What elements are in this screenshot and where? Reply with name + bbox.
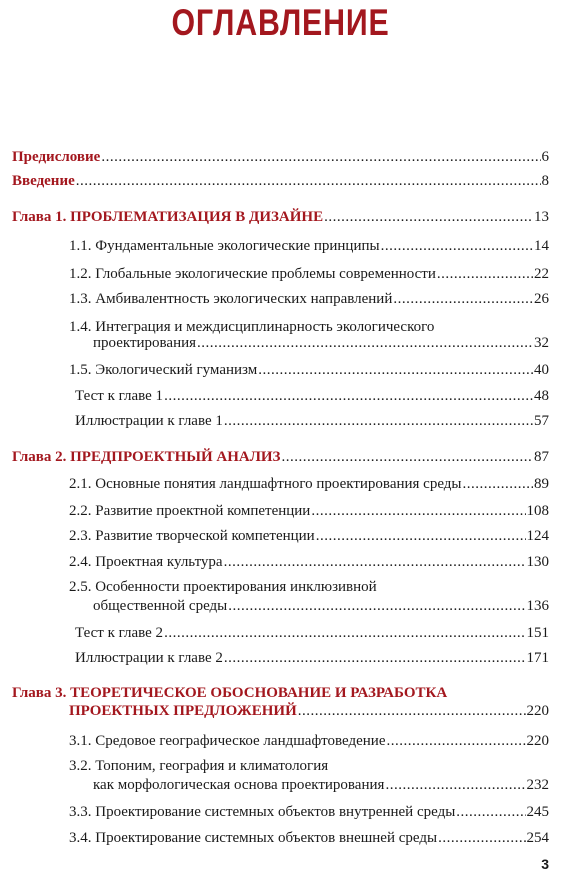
dot-leader bbox=[381, 237, 533, 255]
toc-section-label-line1: 2.5. Особенности проектирования инклюзивной bbox=[69, 579, 377, 595]
dot-leader bbox=[393, 290, 533, 308]
dot-leader bbox=[311, 502, 525, 520]
toc-page-number: 124 bbox=[526, 528, 549, 544]
toc-page-number: 232 bbox=[526, 777, 549, 793]
dot-leader bbox=[164, 624, 525, 642]
toc-page-number: 14 bbox=[534, 238, 549, 254]
dot-leader bbox=[281, 448, 533, 466]
toc-page-number: 151 bbox=[526, 625, 549, 641]
toc-section-label: как морфологическая основа проектирования bbox=[93, 777, 385, 793]
toc-section-label: 1.1. Фундаментальные экологические принципы bbox=[69, 238, 380, 254]
dot-leader bbox=[101, 148, 540, 166]
dot-leader bbox=[437, 265, 533, 283]
toc-section[interactable] bbox=[69, 732, 549, 750]
dot-leader bbox=[224, 553, 526, 571]
page-number: 3 bbox=[541, 856, 549, 872]
toc-section[interactable] bbox=[69, 290, 549, 308]
toc-section-label: 3.3. Проектирование системных объектов внутренней среды bbox=[69, 804, 456, 820]
toc-section-label: 2.1. Основные понятия ландшафтного проектирования среды bbox=[69, 476, 462, 492]
toc-section[interactable] bbox=[93, 597, 549, 615]
toc-section[interactable] bbox=[75, 649, 549, 667]
toc-section-label: проектирования bbox=[93, 335, 197, 351]
chapter-title-text-line2: ПРОЕКТНЫХ ПРЕДЛОЖЕНИЙ bbox=[69, 703, 297, 719]
toc-section-label: 3.1. Средовое географическое ландшафтоведение bbox=[69, 733, 386, 749]
toc-page-number: 57 bbox=[534, 413, 549, 429]
dot-leader bbox=[224, 412, 533, 430]
dot-leader bbox=[324, 208, 533, 226]
dot-leader bbox=[76, 172, 541, 190]
toc-page-number: 22 bbox=[534, 266, 549, 282]
toc-section[interactable] bbox=[69, 502, 549, 520]
dot-leader bbox=[316, 527, 526, 545]
toc-section[interactable] bbox=[69, 265, 549, 283]
toc-section[interactable] bbox=[93, 776, 549, 794]
toc-section-label: Тест к главе 1 bbox=[75, 388, 164, 404]
toc-section-label-line1: 1.4. Интеграция и междисциплинарность экологического bbox=[69, 319, 435, 335]
toc-chapter-label bbox=[12, 208, 323, 226]
dot-leader bbox=[298, 702, 526, 720]
toc-section[interactable] bbox=[75, 387, 549, 405]
toc-page-number: 130 bbox=[526, 554, 549, 570]
toc-section[interactable] bbox=[69, 475, 549, 493]
toc-section[interactable] bbox=[69, 803, 549, 821]
toc-page-number: 220 bbox=[526, 703, 549, 719]
toc-section[interactable] bbox=[75, 412, 549, 430]
toc-section-label: 1.2. Глобальные экологические проблемы современности bbox=[69, 266, 436, 282]
toc-section-label: общественной среды bbox=[93, 598, 228, 614]
toc-page-number: 6 bbox=[541, 149, 549, 165]
dot-leader bbox=[258, 361, 533, 379]
dot-leader bbox=[197, 334, 533, 352]
toc-section-label: Тест к главе 2 bbox=[75, 625, 164, 641]
chapter-title-text: Глава 1. ПРОБЛЕМАТИЗАЦИЯ В ДИЗАЙНЕ bbox=[12, 209, 324, 225]
toc-section[interactable] bbox=[69, 527, 549, 545]
toc-section-label: 2.3. Развитие творческой компетенции bbox=[69, 528, 315, 544]
dot-leader bbox=[228, 597, 525, 615]
toc-section-label: 2.4. Проектная культура bbox=[69, 554, 223, 570]
dot-leader bbox=[164, 387, 533, 405]
toc-page-number: 40 bbox=[534, 362, 549, 378]
toc-page-number: 220 bbox=[526, 733, 549, 749]
toc-page-number: 245 bbox=[526, 804, 549, 820]
toc-entry-introduction[interactable] bbox=[12, 172, 549, 190]
toc-entry-preface[interactable] bbox=[12, 148, 549, 166]
toc-section[interactable] bbox=[69, 829, 549, 847]
toc-section[interactable] bbox=[69, 237, 549, 255]
toc-section-label: Иллюстрации к главе 1 bbox=[75, 413, 223, 429]
page-title: ОГЛАВЛЕНИЕ bbox=[171, 2, 390, 43]
dot-leader bbox=[463, 475, 533, 493]
toc-section-label: 3.4. Проектирование системных объектов внешней среды bbox=[69, 830, 438, 846]
toc-chapter-3[interactable] bbox=[69, 702, 549, 720]
toc-chapter-3-label-line1: Глава 3. ТЕОРЕТИЧЕСКОЕ ОБОСНОВАНИЕ И РАЗРАБОТКА bbox=[12, 685, 448, 701]
toc-chapter-label bbox=[12, 448, 280, 466]
toc-section-label-line1: 3.2. Топоним, география и климатология bbox=[69, 758, 329, 774]
toc-entry-label: Введение bbox=[12, 173, 75, 189]
toc-page-number: 87 bbox=[534, 449, 549, 465]
toc-page-number: 89 bbox=[534, 476, 549, 492]
toc-page-number: 254 bbox=[526, 830, 549, 846]
toc-chapter-label bbox=[69, 702, 297, 720]
toc-section-label: 2.2. Развитие проектной компетенции bbox=[69, 503, 311, 519]
toc-section[interactable] bbox=[93, 334, 549, 352]
toc-section[interactable] bbox=[69, 361, 549, 379]
toc-chapter-1[interactable] bbox=[12, 208, 549, 226]
toc-section[interactable] bbox=[69, 553, 549, 571]
toc-page-number: 108 bbox=[526, 503, 549, 519]
dot-leader bbox=[385, 776, 525, 794]
toc-section[interactable] bbox=[75, 624, 549, 642]
toc-section-label: Иллюстрации к главе 2 bbox=[75, 650, 223, 666]
toc-page-number: 26 bbox=[534, 291, 549, 307]
toc-page-number: 171 bbox=[526, 650, 549, 666]
dot-leader bbox=[224, 649, 526, 667]
toc-entry-label: Предисловие bbox=[12, 149, 101, 165]
dot-leader bbox=[456, 803, 525, 821]
toc-page-number: 13 bbox=[534, 209, 549, 225]
dot-leader bbox=[438, 829, 525, 847]
toc-section-label: 1.3. Амбивалентность экологических направлений bbox=[69, 291, 393, 307]
toc-page-number: 136 bbox=[526, 598, 549, 614]
toc-chapter-2[interactable] bbox=[12, 448, 549, 466]
toc-section-label: 1.5. Экологический гуманизм bbox=[69, 362, 258, 378]
chapter-title-text: Глава 2. ПРЕДПРОЕКТНЫЙ АНАЛИЗ bbox=[12, 449, 281, 465]
dot-leader bbox=[386, 732, 525, 750]
toc-page-number: 8 bbox=[541, 173, 549, 189]
toc-page-number: 48 bbox=[534, 388, 549, 404]
toc-page-number: 32 bbox=[534, 335, 549, 351]
